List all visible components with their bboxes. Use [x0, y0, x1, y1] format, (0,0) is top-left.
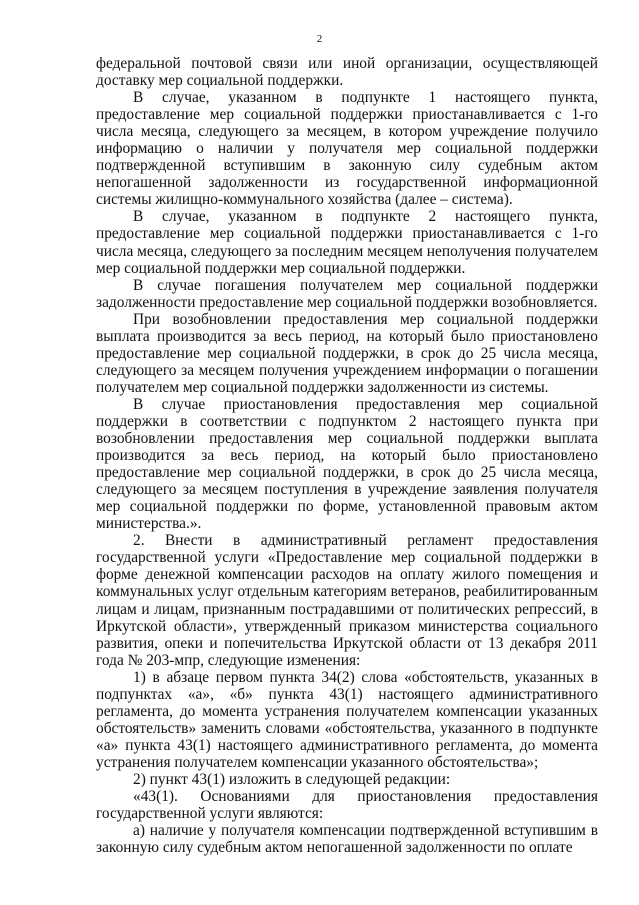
paragraph: 1) в абзаце первом пункта 34(2) слова «обстоятельств, указанных в подпунктах «а», «б» пункта 43(1) настоящего административного регламента, до момента устранения получателем компенсации указанных обстоятельств» заменить словами «обстоятельства, указанного в подпункте «а» пункта 43(1) настоящего административного регламента, до момента устранения получателем компенсации указанного обстоятельства»; [96, 668, 598, 771]
paragraph: 2) пункт 43(1) изложить в следующей редакции: [133, 770, 451, 788]
paragraph: В случае приостановления предоставления мер социальной поддержки в соответствии с подпунктом 2 настоящего пункта при возобновлении предоставления мер социальной поддержки выплата производится за весь период, на который было приостановлено предоставление мер социальной поддержки, в срок до 25 числа месяца, следующего за месяцем поступления в учреждение заявления получателя мер социальной поддержки по форме, установленной правовым актом министерства.». [96, 395, 598, 533]
paragraph: В случае погашения получателем мер социальной поддержки задолженности предоставление мер социальной поддержки возобновляется. [96, 276, 598, 311]
paragraph: При возобновлении предоставления мер социальной поддержки выплата производится за весь период, на который было приостановлено предоставление мер социальной поддержки, в срок до 25 числа месяца, следующего за месяцем получения учреждением информации о погашении получателем мер социальной поддержки задолженности из системы. [96, 310, 598, 396]
paragraph: «43(1). Основаниями для приостановления предоставления государственной услуги являются: [96, 788, 598, 823]
page-number: 2 [316, 33, 323, 45]
paragraph: 2. Внести в административный регламент предоставления государственной услуги «Предоставление мер социальной поддержки в форме денежной компенсации расходов на оплату жилого помещения и коммунальных услуг отдельным категориям ветеранов, реабилитированным лицам и лицам, признанным пострадавшими от политических репрессий, в Иркутской области», утвержденный приказом министерства социального развития, опеки и попечительства Иркутской области от 13 декабря 2011 года № 203-мпр, следующие изменения: [96, 532, 598, 669]
paragraph: В случае, указанном в подпункте 1 настоящего пункта, предоставление мер социальной поддержки приостанавливается с 1-го числа месяца, следующего за месяцем, в котором учреждение получило информацию о наличии у получателя мер социальной поддержки подтвержденной вступившим в законную силу судебным актом непогашенной задолженности из государственной информационной системы жилищно-коммунального хозяйства (далее – система). [96, 89, 598, 209]
paragraph: а) наличие у получателя компенсации подтвержденной вступившим в законную силу судебным актом непогашенной задолженности по оплате [96, 822, 598, 857]
document-body [96, 55, 598, 856]
paragraph: В случае, указанном в подпункте 2 настоящего пункта, предоставление мер социальной поддержки приостанавливается с 1-го числа месяца, следующего за последним месяцем неполучения получателем мер социальной поддержки мер социальной поддержки. [96, 208, 598, 277]
paragraph: федеральной почтовой связи или иной организации, осуществляющей доставку мер социальной поддержки. [96, 55, 598, 90]
